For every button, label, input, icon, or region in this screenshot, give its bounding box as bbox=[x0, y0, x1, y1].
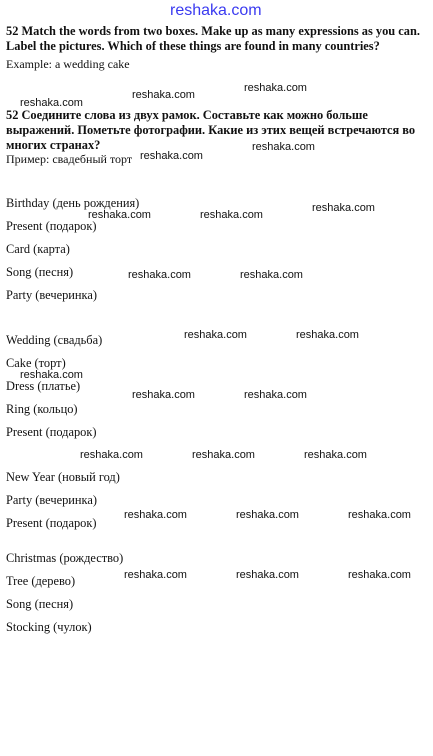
watermark: reshaka.com bbox=[312, 202, 375, 214]
task-ru-title: 52 Соедините слова из двух рамок. Составьте как можно больше выражений. Пометьте фотографии. Какие из этих вещей встречаются во многих странах? bbox=[6, 108, 416, 152]
word-item: Wedding (свадьба) bbox=[6, 333, 103, 347]
watermark: reshaka.com bbox=[244, 82, 307, 94]
word-item: Cake (торт) bbox=[6, 356, 66, 370]
word-item: Song (песня) bbox=[6, 265, 74, 279]
word-item: Birthday (день рождения) bbox=[6, 196, 140, 210]
task-en-example: Example: a wedding cake bbox=[6, 57, 130, 71]
word-item: Christmas (рождество) bbox=[6, 551, 124, 565]
word-item: Card (карта) bbox=[6, 242, 70, 256]
watermark: reshaka.com bbox=[80, 449, 143, 461]
watermark: reshaka.com bbox=[140, 150, 203, 162]
watermark: reshaka.com bbox=[124, 509, 187, 521]
watermark: reshaka.com bbox=[184, 329, 247, 341]
word-item: New Year (новый год) bbox=[6, 470, 120, 484]
word-item: Present (подарок) bbox=[6, 219, 97, 233]
watermark: reshaka.com bbox=[236, 569, 299, 581]
watermark: reshaka.com bbox=[348, 569, 411, 581]
word-item: Present (подарок) bbox=[6, 425, 97, 439]
task-en-title: 52 Match the words from two boxes. Make up as many expressions as you can. Label the pictures. Which of these things are found in many countries? bbox=[6, 24, 420, 53]
word-item: Present (подарок) bbox=[6, 516, 97, 530]
word-item: Ring (кольцо) bbox=[6, 402, 78, 416]
word-item: Party (вечеринка) bbox=[6, 288, 97, 302]
site-header[interactable]: reshaka.com bbox=[170, 2, 262, 19]
word-item: Party (вечеринка) bbox=[6, 493, 97, 507]
word-item: Tree (дерево) bbox=[6, 574, 76, 588]
watermark: reshaka.com bbox=[244, 389, 307, 401]
watermark: reshaka.com bbox=[132, 389, 195, 401]
watermark: reshaka.com bbox=[236, 509, 299, 521]
watermark: reshaka.com bbox=[200, 209, 263, 221]
watermark: reshaka.com bbox=[124, 569, 187, 581]
watermark: reshaka.com bbox=[240, 269, 303, 281]
watermark: reshaka.com bbox=[252, 141, 315, 153]
watermark: reshaka.com bbox=[88, 209, 151, 221]
watermark: reshaka.com bbox=[20, 97, 83, 109]
task-ru-example: Пример: свадебный торт bbox=[6, 152, 133, 166]
watermark: reshaka.com bbox=[128, 269, 191, 281]
word-item: Song (песня) bbox=[6, 597, 74, 611]
watermark: reshaka.com bbox=[132, 89, 195, 101]
watermark: reshaka.com bbox=[20, 369, 83, 381]
watermark: reshaka.com bbox=[296, 329, 359, 341]
watermark: reshaka.com bbox=[304, 449, 367, 461]
word-item: Stocking (чулок) bbox=[6, 620, 92, 634]
watermark: reshaka.com bbox=[192, 449, 255, 461]
word-item: Dress (платье) bbox=[6, 379, 81, 393]
watermark: reshaka.com bbox=[348, 509, 411, 521]
